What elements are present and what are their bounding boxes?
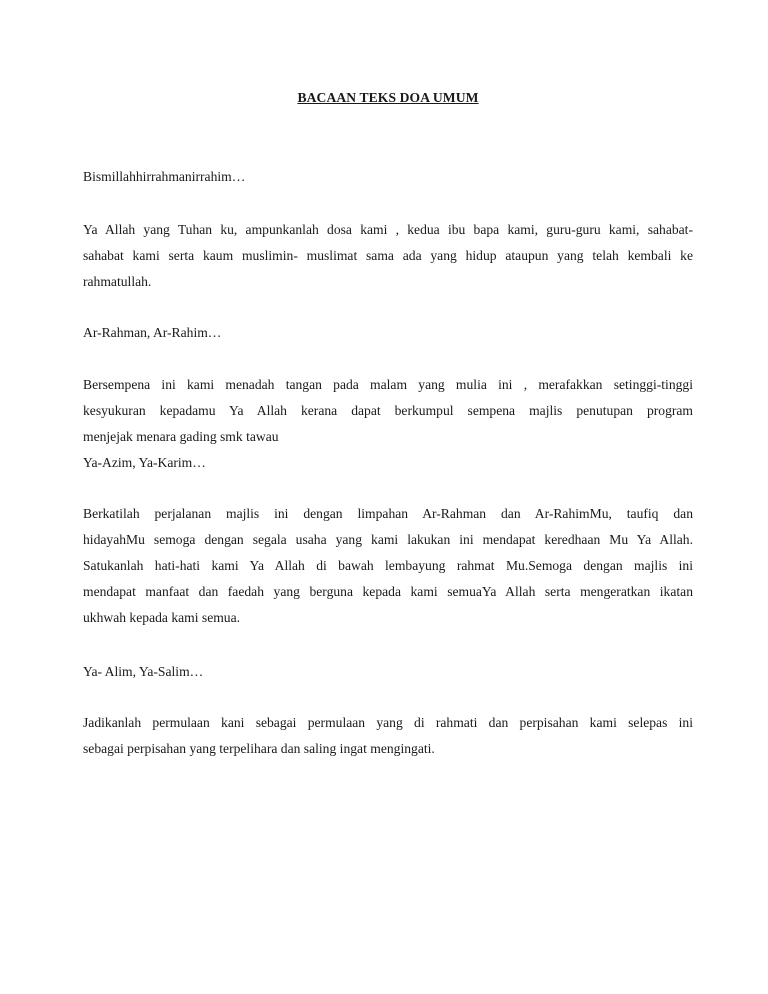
paragraph-line: Satukanlah hati-hati kami Ya Allah di bawah lembayung rahmat Mu.Semoga dengan majlis ini [83,557,693,573]
paragraph-line: Berkatilah perjalanan majlis ini dengan limpahan Ar-Rahman dan Ar-RahimMu, taufiq dan [83,506,693,521]
paragraph-line: sahabat kami serta kaum muslimin- muslimat sama ada yang hidup ataupun yang telah kembali ke [83,247,693,263]
paragraph-line: rahmatullah. [83,273,152,289]
opening-line: Bismillahhirrahmanirrahim… [83,169,246,184]
paragraph-line: Bersempena ini kami menadah tangan pada malam yang mulia ini , merafakkan setinggi-tinggi [83,377,693,392]
paragraph-line: hidayahMu semoga dengan segala usaha yang kami lakukan ini mendapat keredhaan Mu Ya Allah. [83,531,693,547]
paragraph-line: sebagai perpisahan yang terpelihara dan saling ingat mengingati. [83,740,435,756]
paragraph-line: ukhwah kepada kami semua. [83,609,241,625]
paragraph-forgiveness [83,217,693,295]
paragraph-gratitude [83,372,693,476]
document-title: BACAAN TEKS DOA UMUM [297,90,479,105]
invocation-ya-alim: Ya- Alim, Ya-Salim… [83,664,204,679]
invocation-ar-rahman: Ar-Rahman, Ar-Rahim… [83,325,222,340]
paragraph-line: Ya-Azim, Ya-Karim… [83,454,206,470]
paragraph-line: Jadikanlah permulaan kani sebagai permulaan yang di rahmati dan perpisahan kami selepas ini [83,715,693,730]
paragraph-line: kesyukuran kepadamu Ya Allah kerana dapat berkumpul sempena majlis penutupan program [83,402,693,418]
paragraph-blessing [83,501,693,631]
paragraph-line: mendapat manfaat dan faedah yang berguna kepada kami semuaYa Allah serta mengeratkan ikatan [83,583,693,599]
paragraph-line: Ya Allah yang Tuhan ku, ampunkanlah dosa kami , kedua ibu bapa kami, guru-guru kami, sahabat- [83,222,693,237]
paragraph-closing [83,710,693,762]
paragraph-line: menjejak menara gading smk tawau [83,428,279,444]
